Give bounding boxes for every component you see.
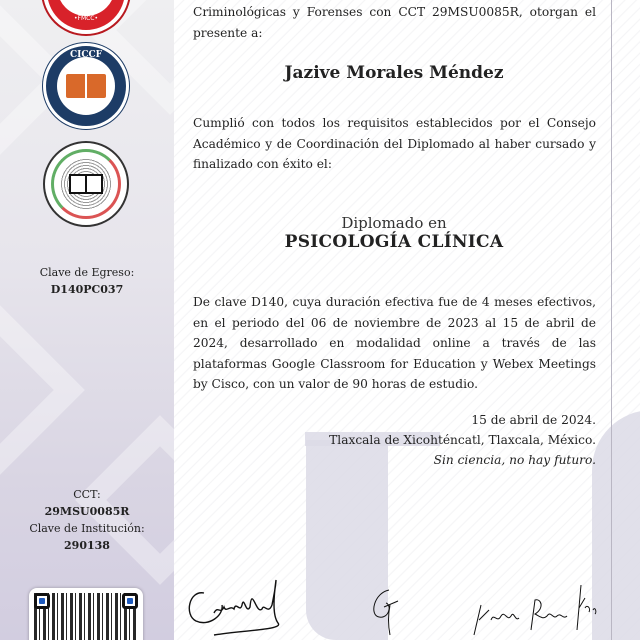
institution-block (0, 486, 174, 554)
signature-1 (184, 575, 294, 640)
egreso-value: D140PC037 (50, 283, 124, 296)
issue-date: 15 de abril de 2024. (471, 413, 596, 427)
cct-label: CCT: (73, 488, 101, 501)
academia-logo (43, 141, 129, 227)
sidebar (0, 0, 174, 640)
details-text: De clave D140, cuya duración efectiva fue de 4 meses efectivos, en el periodo del 06 de noviembre de 2023 al 15 de abril de 2024, desarrollado en modalidad online a través de las plataformas Google Classroom for Education y Webex Meetings by Cisco, con un valor de 90 horas de estudio. (193, 295, 596, 391)
certificate-body (174, 0, 640, 640)
magnifier-fingerprint-icon (57, 0, 115, 16)
qr-code[interactable] (29, 588, 143, 640)
date-place-block (329, 410, 596, 470)
ciccf-logo (43, 43, 129, 129)
diploma-prefix: Diplomado en (341, 214, 447, 232)
intro-text: Criminológicas y Forenses con CCT 29MSU0085R, otorgan el presente a: (193, 5, 596, 40)
fmcc-logo-label: •FMCC• (73, 15, 99, 22)
diploma-title: PSICOLOGÍA CLÍNICA (284, 232, 504, 252)
motto: Sin ciencia, no hay futuro. (433, 453, 596, 467)
institucion-label: Clave de Institución: (29, 522, 145, 535)
border-line (611, 0, 612, 640)
signature-2 (364, 575, 414, 640)
signature-3 (469, 580, 599, 640)
watermark-u-right (592, 410, 640, 640)
qr-finder-icon (34, 593, 50, 609)
cct-value: 29MSU0085R (44, 505, 130, 518)
book-globe-icon (66, 74, 106, 98)
requirements-text: Cumplió con todos los requisitos establecidos por el Consejo Académico y de Coordinación del Diplomado al haber cursado y finalizado con éxito el: (193, 116, 596, 171)
institucion-value: 290138 (64, 539, 110, 552)
qr-finder-icon (122, 593, 138, 609)
egreso-label: Clave de Egreso: (39, 266, 135, 279)
issue-place: Tlaxcala de Xicohténcatl, Tlaxcala, México. (329, 433, 596, 447)
ciccf-logo-label: CICCF (69, 50, 103, 60)
recipient-name: Jazive Morales Méndez (284, 63, 504, 83)
book-scales-magnifier-icon (69, 174, 103, 194)
background-pattern (0, 305, 85, 475)
egreso-block (0, 264, 174, 298)
